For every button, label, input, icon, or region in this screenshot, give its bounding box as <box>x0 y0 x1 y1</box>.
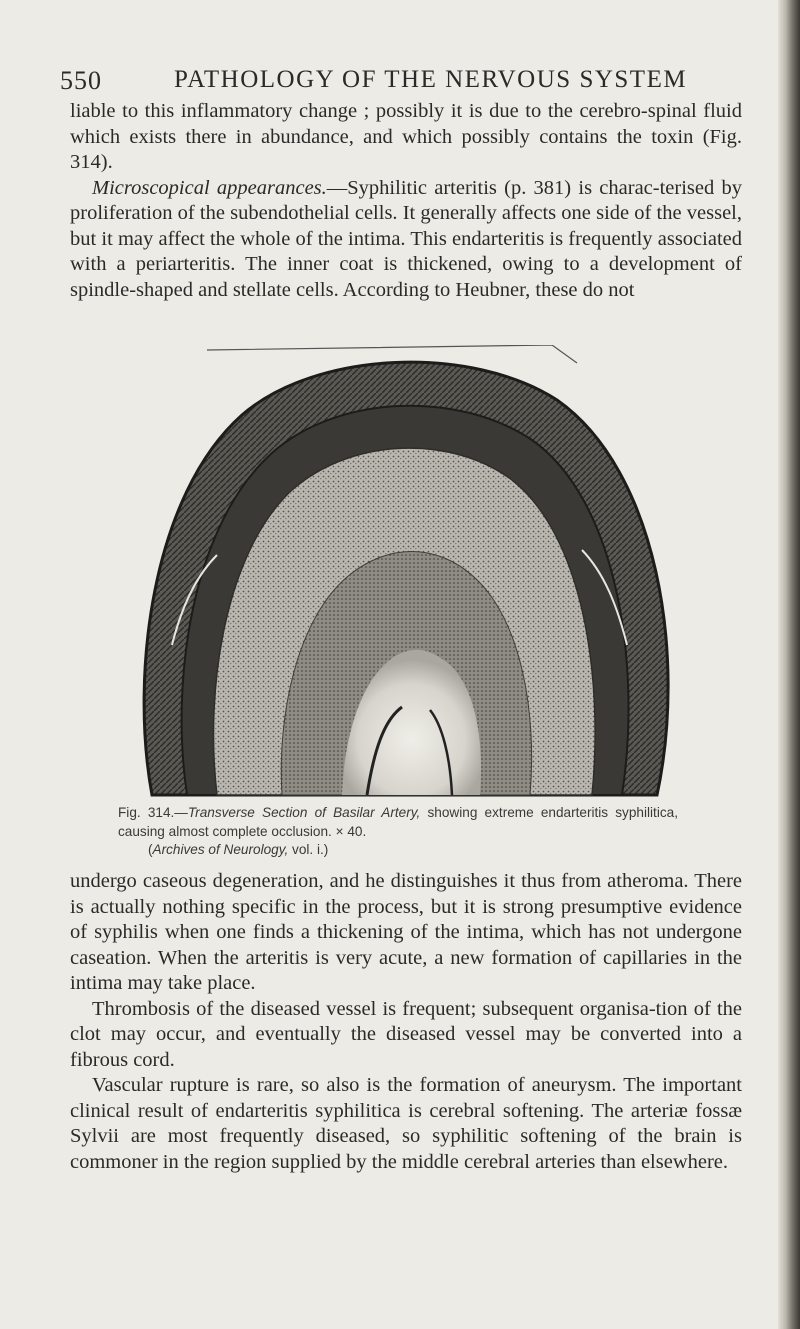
paragraph: undergo caseous degeneration, and he distinguishes it thus from atheroma. There is actually nothing specific in the process, but it is strong presumptive evidence of syphilis when one finds a thickening of the intima, which has not undergone caseation. When the arteritis is very acute, a new formation of capillaries in the intima may take place. <box>70 870 742 994</box>
figure-basilar-artery-section <box>112 345 687 800</box>
paragraph: liable to this inflammatory change ; possibly it is due to the cerebro-spinal fluid which exists there in abundance, and which possibly contains the toxin (Fig. 314). <box>70 100 742 173</box>
caption-title: Transverse Section of Basilar Artery, <box>187 805 421 820</box>
paragraph-microscopical <box>70 176 742 304</box>
paragraph: Vascular rupture is rare, so also is the formation of aneurysm. The important clinical result of endarteritis syphilitica is cerebral softening. The arteriæ fossæ Sylvii are most frequently diseased, so syphilitic softening of the brain is commoner in the region supplied by the middle cerebral arteries than elsewhere. <box>70 1074 742 1173</box>
page-header <box>60 66 760 96</box>
paragraph: Thrombosis of the diseased vessel is frequent; subsequent organisa-tion of the clot may occur, and eventually the diseased vessel may be converted into a fibrous cord. <box>70 997 742 1071</box>
text-block-top <box>70 99 742 303</box>
caption-volume: vol. i.) <box>288 842 329 857</box>
artery-section-illustration <box>112 345 687 800</box>
caption-source-line <box>118 841 678 860</box>
caption-label: Fig. 314.— <box>118 805 188 820</box>
page-number: 550 <box>60 66 102 95</box>
caption-source: Archives of Neurology, <box>152 842 289 857</box>
text-block-bottom <box>70 869 742 1175</box>
caption-line <box>118 804 678 841</box>
caption-text: showing extreme endarteritis syphilitica, causing almost complete occlusion. × 40. <box>118 805 678 839</box>
paragraph-text: —Syphilitic arteritis (p. 381) is charac-terised by proliferation of the subendothelial cells. It generally affects one side of the vessel, but it may affect the whole of the intima. This endarteritis is frequently associated with a periarteritis. The inner coat is thickened, owing to a development of spindle-shaped and stellate cells. According to Heubner, these do not <box>70 176 742 301</box>
running-title: PATHOLOGY OF THE NERVOUS SYSTEM <box>174 66 688 93</box>
caption-paren: ( <box>148 842 153 857</box>
section-heading: Microscopical appearances. <box>92 176 327 199</box>
page-binding-edge <box>778 0 800 1329</box>
figure-caption <box>118 804 678 860</box>
